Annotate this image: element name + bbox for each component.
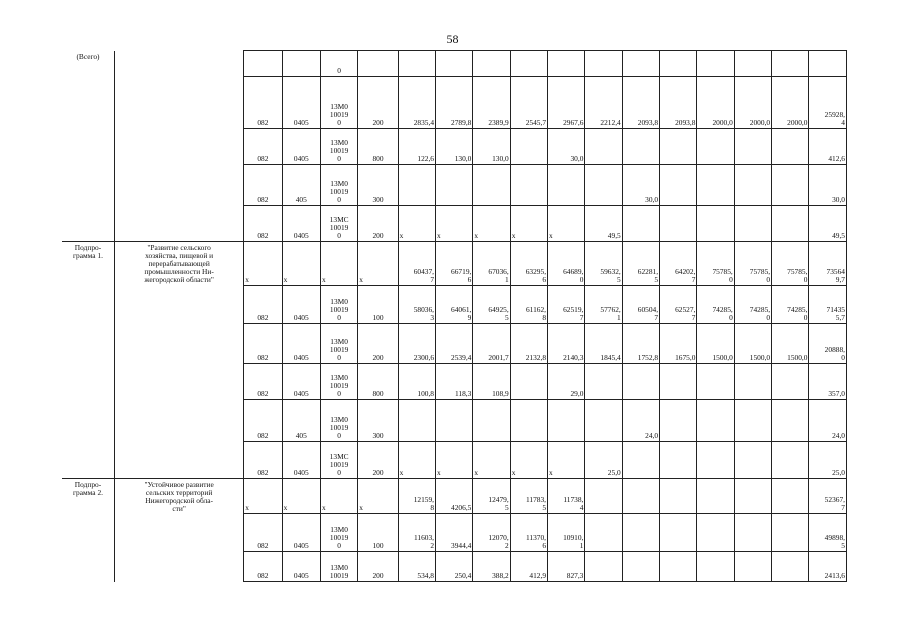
table-cell: 61162, 8 — [510, 285, 547, 323]
table-cell — [398, 51, 435, 77]
table-cell — [734, 51, 771, 77]
table-cell: 64061, 9 — [436, 285, 473, 323]
table-cell: 082 — [244, 514, 282, 552]
table-cell: 74285, 0 — [697, 285, 734, 323]
program-title-cell — [115, 285, 244, 323]
table-cell — [473, 51, 510, 77]
table-cell: 2300,6 — [398, 323, 435, 363]
table-cell: 3944,4 — [436, 514, 473, 552]
table-cell: 2000,0 — [697, 77, 734, 129]
table-cell — [697, 514, 734, 552]
table-cell: 405 — [282, 165, 320, 206]
table-cell — [660, 129, 697, 165]
table-cell — [244, 51, 282, 77]
table-cell: х — [320, 242, 357, 286]
table-cell: 2539,4 — [436, 323, 473, 363]
table-cell: х — [473, 206, 510, 242]
program-name-cell — [62, 165, 115, 206]
table-cell — [585, 514, 622, 552]
table-cell: 58036, 3 — [398, 285, 435, 323]
table-cell: 20888, 0 — [809, 323, 847, 363]
table-cell: 122,6 — [398, 129, 435, 165]
table-cell: 1675,0 — [660, 323, 697, 363]
table-cell: 67036, 1 — [473, 242, 510, 286]
table-row — [62, 242, 847, 286]
table-cell: 2140,3 — [548, 323, 585, 363]
table-cell — [510, 399, 547, 441]
table-cell: 0405 — [282, 363, 320, 399]
table-cell: х — [398, 441, 435, 478]
table-cell: 200 — [358, 77, 398, 129]
table-row — [62, 323, 847, 363]
table-cell: х — [548, 206, 585, 242]
table-cell: 1500,0 — [697, 323, 734, 363]
budget-table — [62, 50, 847, 582]
table-cell — [622, 363, 659, 399]
program-title-cell — [115, 552, 244, 582]
table-cell: 100 — [358, 514, 398, 552]
table-cell — [622, 129, 659, 165]
table-cell: 12479, 5 — [473, 478, 510, 514]
program-name-cell — [62, 363, 115, 399]
table-cell — [697, 478, 734, 514]
program-title-cell — [115, 363, 244, 399]
table-cell: 25928, 4 — [809, 77, 847, 129]
table-cell — [398, 399, 435, 441]
program-name-cell — [62, 514, 115, 552]
table-cell: 62527, 7 — [660, 285, 697, 323]
table-cell — [510, 51, 547, 77]
table-cell: х — [358, 242, 398, 286]
table-cell: х — [320, 478, 357, 514]
table-cell: 0405 — [282, 77, 320, 129]
table-cell: 62519, 7 — [548, 285, 585, 323]
table-cell: 12159, 8 — [398, 478, 435, 514]
program-title-cell: "Устойчивое развитие сельских территорий Нижегородской обла- сти" — [115, 478, 244, 514]
table-cell: 13М0 10019 0 — [320, 165, 357, 206]
table-cell: 827,3 — [548, 552, 585, 582]
program-name-cell — [62, 77, 115, 129]
table-cell: 64689, 0 — [548, 242, 585, 286]
table-cell — [660, 165, 697, 206]
table-cell: 100,8 — [398, 363, 435, 399]
program-title-cell — [115, 77, 244, 129]
table-cell — [734, 478, 771, 514]
table-cell: 130,0 — [436, 129, 473, 165]
table-row — [62, 206, 847, 242]
table-cell — [697, 552, 734, 582]
table-cell: 24,0 — [809, 399, 847, 441]
table-cell — [358, 51, 398, 77]
table-cell: 59632, 5 — [585, 242, 622, 286]
table-cell — [660, 441, 697, 478]
table-cell: 71435 5,7 — [809, 285, 847, 323]
table-cell — [548, 165, 585, 206]
table-cell — [282, 51, 320, 77]
table-cell — [734, 129, 771, 165]
table-cell: 082 — [244, 399, 282, 441]
program-name-cell: Подпро- грамма 1. — [62, 242, 115, 286]
table-cell: 57762, 1 — [585, 285, 622, 323]
program-name-cell — [62, 285, 115, 323]
table-cell: 12070, 2 — [473, 514, 510, 552]
program-name-cell — [62, 552, 115, 582]
table-cell: 64925, 5 — [473, 285, 510, 323]
program-title-cell — [115, 514, 244, 552]
table-cell — [548, 51, 585, 77]
program-title-cell — [115, 165, 244, 206]
table-cell: 412,9 — [510, 552, 547, 582]
table-cell: 2093,8 — [660, 77, 697, 129]
table-cell — [510, 165, 547, 206]
table-cell: 11783, 5 — [510, 478, 547, 514]
table-cell: 74285, 0 — [772, 285, 809, 323]
table-cell — [772, 552, 809, 582]
table-cell — [585, 399, 622, 441]
table-cell: 200 — [358, 441, 398, 478]
table-cell — [473, 399, 510, 441]
table-cell: 13МС 10019 0 — [320, 206, 357, 242]
table-cell: 73564 9,7 — [809, 242, 847, 286]
table-cell: 388,2 — [473, 552, 510, 582]
table-cell: 24,0 — [622, 399, 659, 441]
table-cell — [772, 129, 809, 165]
table-cell — [772, 363, 809, 399]
table-cell — [772, 514, 809, 552]
table-cell: х — [398, 206, 435, 242]
table-cell — [585, 165, 622, 206]
table-cell — [734, 399, 771, 441]
table-cell — [734, 552, 771, 582]
table-cell: 13М0 10019 0 — [320, 77, 357, 129]
program-name-cell — [62, 129, 115, 165]
program-name-cell — [62, 323, 115, 363]
table-cell: 100 — [358, 285, 398, 323]
table-cell — [473, 165, 510, 206]
table-row — [62, 441, 847, 478]
table-row — [62, 285, 847, 323]
table-cell: 29,0 — [548, 363, 585, 399]
table-cell: 4206,5 — [436, 478, 473, 514]
table-cell: 0405 — [282, 285, 320, 323]
table-cell: 30,0 — [622, 165, 659, 206]
table-cell: 25,0 — [809, 441, 847, 478]
table-cell — [510, 363, 547, 399]
table-cell: 300 — [358, 165, 398, 206]
table-cell: 0405 — [282, 129, 320, 165]
table-row — [62, 478, 847, 514]
program-title-cell — [115, 399, 244, 441]
table-cell: 11603, 2 — [398, 514, 435, 552]
table-cell: 0405 — [282, 206, 320, 242]
table-cell — [697, 441, 734, 478]
table-cell: 60437, 7 — [398, 242, 435, 286]
table-cell: 082 — [244, 552, 282, 582]
table-cell: х — [358, 478, 398, 514]
table-cell — [622, 206, 659, 242]
table-cell — [622, 514, 659, 552]
table-cell: 13М0 10019 0 — [320, 285, 357, 323]
table-cell: 412,6 — [809, 129, 847, 165]
table-cell — [734, 363, 771, 399]
table-cell — [734, 165, 771, 206]
table-cell — [660, 478, 697, 514]
table-cell — [772, 165, 809, 206]
table-cell: х — [436, 441, 473, 478]
table-cell: 082 — [244, 165, 282, 206]
table-cell: 082 — [244, 441, 282, 478]
table-cell: 108,9 — [473, 363, 510, 399]
table-row — [62, 77, 847, 129]
table-cell — [622, 51, 659, 77]
program-name-cell — [62, 399, 115, 441]
table-cell: х — [473, 441, 510, 478]
table-cell: 13М0 10019 0 — [320, 323, 357, 363]
table-cell: 2967,6 — [548, 77, 585, 129]
table-cell: 25,0 — [585, 441, 622, 478]
table-cell — [772, 51, 809, 77]
program-title-cell — [115, 129, 244, 165]
table-cell: 118,3 — [436, 363, 473, 399]
table-cell: 2000,0 — [734, 77, 771, 129]
table-cell — [398, 165, 435, 206]
table-cell: х — [282, 478, 320, 514]
table-cell: 13М0 10019 0 — [320, 129, 357, 165]
program-title-cell — [115, 206, 244, 242]
table-cell: 0405 — [282, 514, 320, 552]
table-cell: 082 — [244, 77, 282, 129]
table-cell: 30,0 — [809, 165, 847, 206]
page-number: 58 — [446, 32, 459, 46]
table-cell: 082 — [244, 323, 282, 363]
table-cell: 2389,9 — [473, 77, 510, 129]
table-cell: 2545,7 — [510, 77, 547, 129]
table-cell: 1752,8 — [622, 323, 659, 363]
table-cell: х — [282, 242, 320, 286]
program-name-cell: Подпро- грамма 2. — [62, 478, 115, 514]
table-cell: 49,5 — [585, 206, 622, 242]
table-cell: 2093,8 — [622, 77, 659, 129]
table-cell — [660, 206, 697, 242]
table-cell: 49,5 — [809, 206, 847, 242]
table-cell: 60504, 7 — [622, 285, 659, 323]
table-cell — [660, 51, 697, 77]
table-cell: 405 — [282, 399, 320, 441]
table-cell: х — [548, 441, 585, 478]
program-title-cell — [115, 51, 244, 77]
program-title-cell — [115, 441, 244, 478]
table-cell: 75785, 0 — [772, 242, 809, 286]
table-row — [62, 363, 847, 399]
table-cell: 52367, 7 — [809, 478, 847, 514]
table-cell — [734, 514, 771, 552]
table-cell: 13М0 10019 0 — [320, 514, 357, 552]
table-cell: 10910, 1 — [548, 514, 585, 552]
table-cell: 13М0 10019 0 — [320, 363, 357, 399]
table-cell: 0405 — [282, 552, 320, 582]
table-cell — [622, 552, 659, 582]
table-cell — [697, 399, 734, 441]
table-cell: 2132,8 — [510, 323, 547, 363]
table-cell — [622, 478, 659, 514]
program-title-cell — [115, 323, 244, 363]
table-cell: 0405 — [282, 323, 320, 363]
table-cell — [585, 51, 622, 77]
table-cell — [734, 441, 771, 478]
table-cell — [436, 51, 473, 77]
table-cell — [697, 51, 734, 77]
table-cell — [585, 363, 622, 399]
table-cell: 250,4 — [436, 552, 473, 582]
table-cell: 200 — [358, 323, 398, 363]
table-row — [62, 552, 847, 582]
table-cell — [697, 165, 734, 206]
table-cell: 200 — [358, 206, 398, 242]
table-cell: 13МС 10019 0 — [320, 441, 357, 478]
table-cell: 75785, 0 — [697, 242, 734, 286]
table-cell: 082 — [244, 129, 282, 165]
program-name-cell — [62, 206, 115, 242]
table-cell: 11738, 4 — [548, 478, 585, 514]
table-row — [62, 129, 847, 165]
table-cell: 2000,0 — [772, 77, 809, 129]
table-cell: 75785, 0 — [734, 242, 771, 286]
table-cell — [436, 165, 473, 206]
table-cell — [697, 363, 734, 399]
table-cell — [772, 441, 809, 478]
table-cell: 130,0 — [473, 129, 510, 165]
table-cell: 63295, 6 — [510, 242, 547, 286]
table-cell: х — [510, 441, 547, 478]
table-cell: 082 — [244, 206, 282, 242]
table-cell: 2789,8 — [436, 77, 473, 129]
table-cell — [697, 206, 734, 242]
table-cell: 1845,4 — [585, 323, 622, 363]
table-cell: 0405 — [282, 441, 320, 478]
table-cell — [734, 206, 771, 242]
table-cell — [585, 129, 622, 165]
table-cell: 800 — [358, 363, 398, 399]
table-cell: х — [510, 206, 547, 242]
table-cell — [436, 399, 473, 441]
table-cell — [697, 129, 734, 165]
table-cell: 66719, 6 — [436, 242, 473, 286]
table-cell: 534,8 — [398, 552, 435, 582]
table-cell: 13М0 10019 — [320, 552, 357, 582]
table-cell: х — [244, 478, 282, 514]
table-cell: 0 — [320, 51, 357, 77]
table-cell: 30,0 — [548, 129, 585, 165]
table-cell — [660, 363, 697, 399]
table-cell: 11370, 6 — [510, 514, 547, 552]
table-cell — [660, 399, 697, 441]
table-cell: 800 — [358, 129, 398, 165]
table-cell — [772, 206, 809, 242]
table-row — [62, 165, 847, 206]
table-cell — [622, 441, 659, 478]
table-cell — [772, 399, 809, 441]
table-cell — [660, 552, 697, 582]
table-cell: 2212,4 — [585, 77, 622, 129]
table-cell: 082 — [244, 285, 282, 323]
table-cell — [510, 129, 547, 165]
program-title-cell: "Развитие сельского хозяйства, пищевой и перерабатывающей промышленности Ни- жегородской области" — [115, 242, 244, 286]
table-cell: 200 — [358, 552, 398, 582]
table-cell — [585, 552, 622, 582]
table-cell: 2413,6 — [809, 552, 847, 582]
table-cell — [772, 478, 809, 514]
table-cell: 64202, 7 — [660, 242, 697, 286]
table-cell: 62281, 5 — [622, 242, 659, 286]
program-name-cell — [62, 441, 115, 478]
table-cell — [660, 514, 697, 552]
table-cell: х — [244, 242, 282, 286]
table-cell: 74285, 0 — [734, 285, 771, 323]
table-row — [62, 399, 847, 441]
table-cell: х — [436, 206, 473, 242]
program-name-cell: (Всего) — [62, 51, 115, 77]
table-cell: 300 — [358, 399, 398, 441]
table-cell: 49898, 5 — [809, 514, 847, 552]
table-cell — [548, 399, 585, 441]
table-cell: 357,0 — [809, 363, 847, 399]
table-cell — [809, 51, 847, 77]
table-cell: 2835,4 — [398, 77, 435, 129]
table-cell: 2001,7 — [473, 323, 510, 363]
table-cell: 13М0 10019 0 — [320, 399, 357, 441]
table-cell: 082 — [244, 363, 282, 399]
table-cell: 1500,0 — [772, 323, 809, 363]
table-row — [62, 514, 847, 552]
table-cell — [585, 478, 622, 514]
table-row — [62, 51, 847, 77]
table-cell: 1500,0 — [734, 323, 771, 363]
